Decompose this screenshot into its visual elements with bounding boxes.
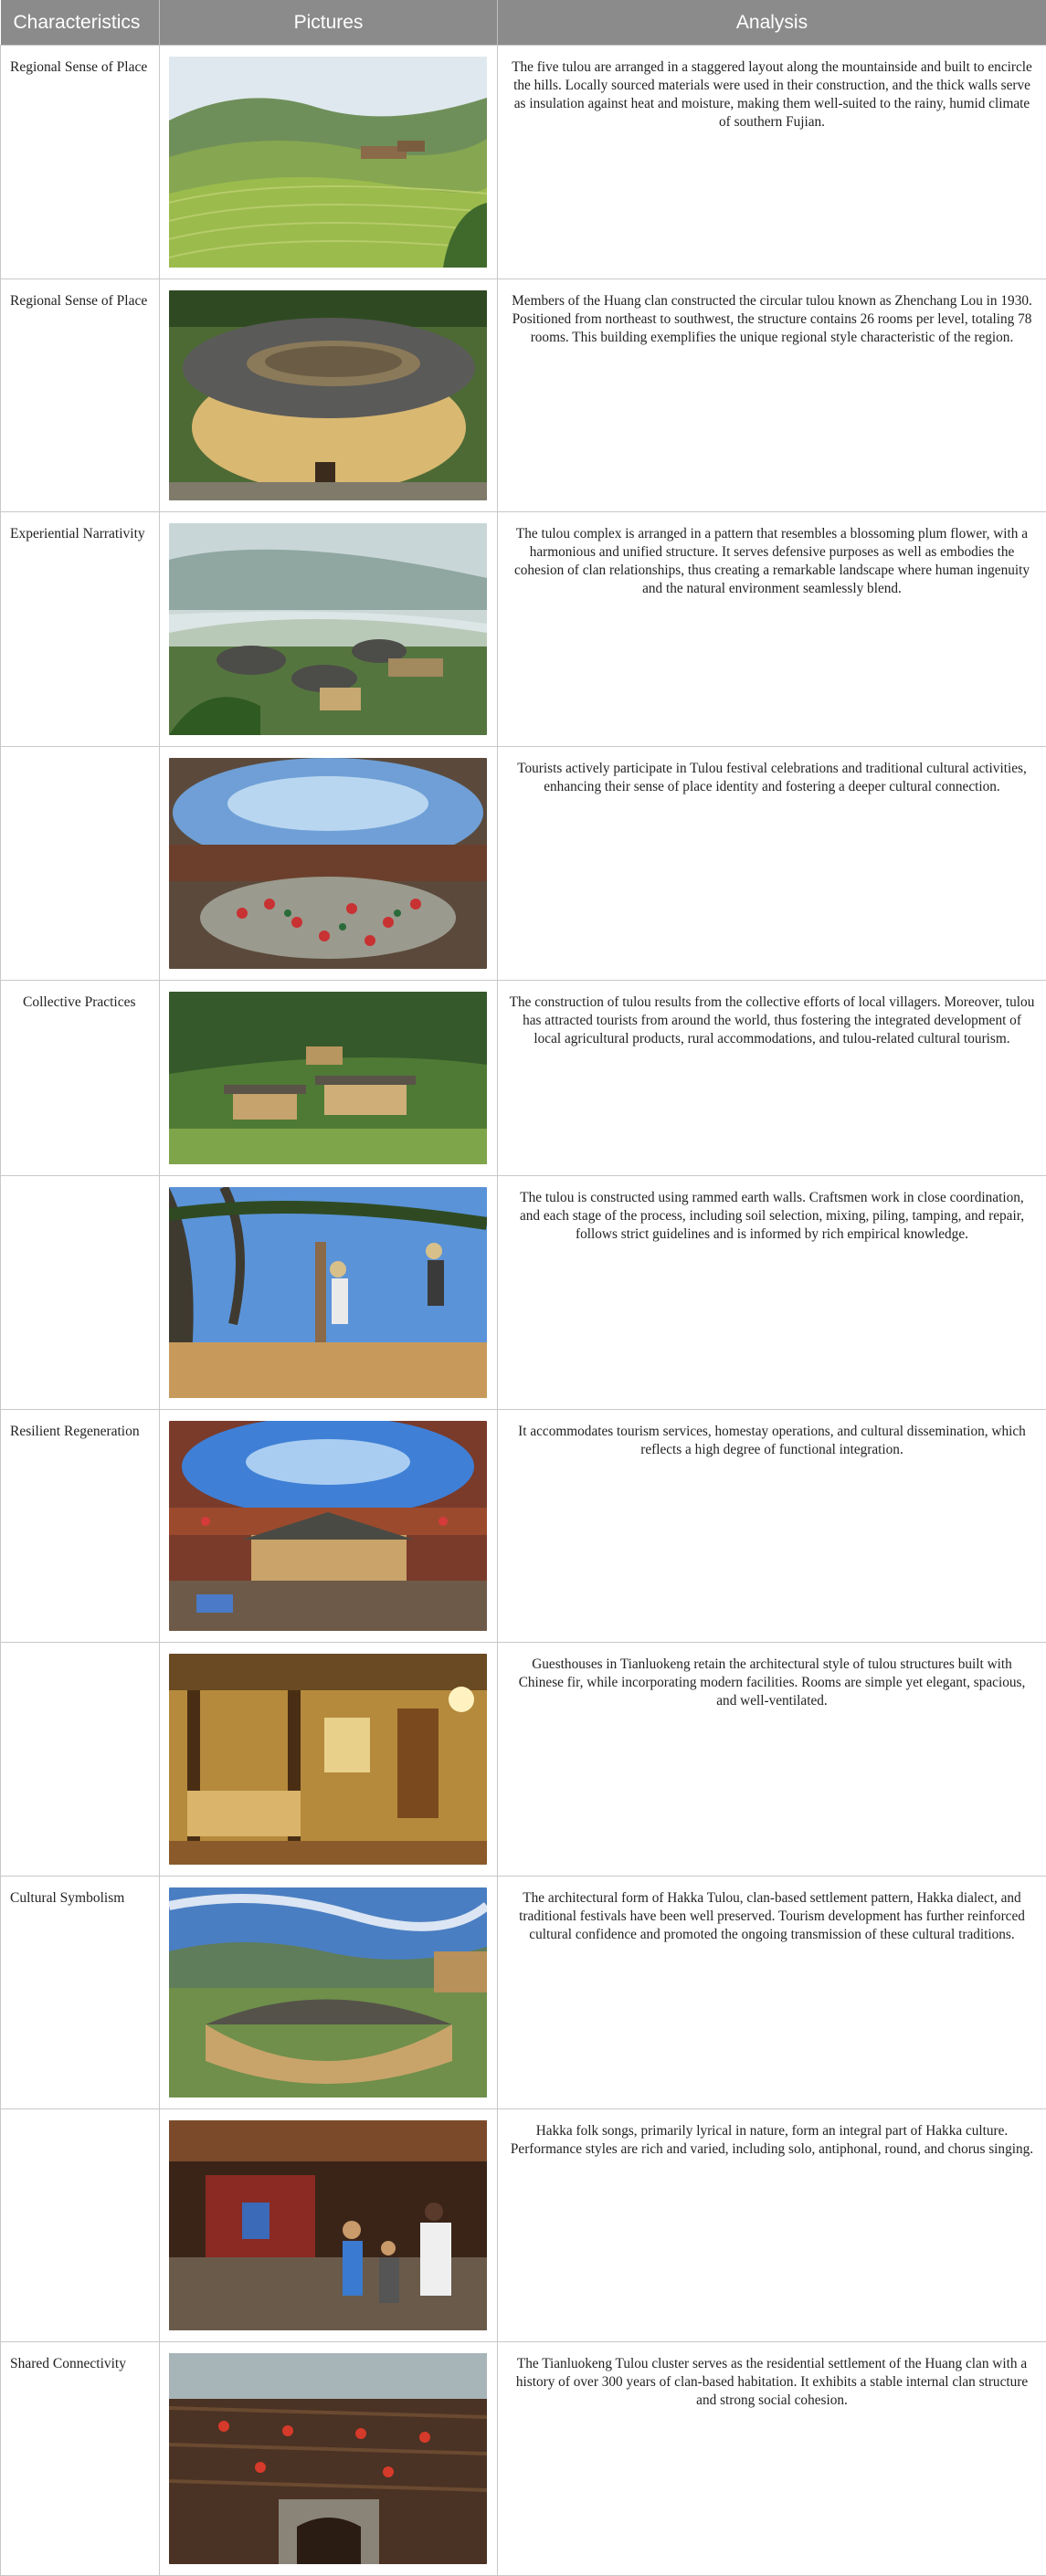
table-row [1,981,1046,1176]
characteristic-cell: Shared Connectivity [1,2342,160,2576]
analysis-cell: Guesthouses in Tianluokeng retain the architectural style of tulou structures built with Chinese fir, while incorporating modern facilities. Rooms are simple yet elegant, spacious, and well-ventilated. [498,1643,1046,1877]
characteristic-cell [1,1643,160,1877]
table-row [1,1643,1046,1877]
table-row [1,279,1046,512]
characteristic-cell: Resilient Regeneration [1,1410,160,1643]
hakka-tulou-exterior-photo [169,1887,487,2098]
table-row [1,2342,1046,2576]
table-header-row [1,0,1046,46]
hakka-folk-song-performance-photo [169,2120,487,2330]
misty-plum-blossom-tulou-cluster-photo [169,523,487,735]
analysis-cell: The Tianluokeng Tulou cluster serves as the residential settlement of the Huang clan with a history of over 300 years of clan-based habitation. It exhibits a stable internal clan structure and strong social cohesion. [498,2342,1046,2576]
tulou-interior-corridors-photo [169,2353,487,2564]
characteristic-cell: Regional Sense of Place [1,279,160,512]
characteristic-cell: Experiential Narrativity [1,512,160,747]
characteristic-cell [1,1176,160,1410]
analysis-cell: It accommodates tourism services, homestay operations, and cultural dissemination, which reflects a high degree of functional integration. [498,1410,1046,1643]
terraced-hills-tulou-photo [169,57,487,268]
tulou-guesthouse-room-photo [169,1654,487,1865]
rammed-earth-construction-photo [169,1187,487,1398]
table-row [1,747,1046,981]
analysis-cell: The tulou complex is arranged in a pattern that resembles a blossoming plum flower, with a harmonious and unified structure. It serves defensive purposes as well as embodies the cohesion of clan relationships, thus creating a remarkable landscape where human ingenuity and the natural environment seamlessly blend. [498,512,1046,747]
table-row [1,46,1046,279]
characteristic-cell: Regional Sense of Place [1,46,160,279]
analysis-cell: Tourists actively participate in Tulou festival celebrations and traditional cultural activities, enhancing their sense of place identity and fostering a deeper cultural connection. [498,747,1046,981]
header-analysis: Analysis [498,0,1046,46]
characteristic-cell: Cultural Symbolism [1,1877,160,2109]
characteristic-cell [1,747,160,981]
analysis-cell: Members of the Huang clan constructed the circular tulou known as Zhenchang Lou in 1930. Positioned from northeast to southwest, the structure contains 26 rooms per level, totaling 78 rooms. This building exemplifies the unique regional style characteristic of the region. [498,279,1046,512]
characteristic-cell [1,2109,160,2342]
table-row [1,1877,1046,2109]
analysis-cell: The tulou is constructed using rammed earth walls. Craftsmen work in close coordination, and each stage of the process, including soil selection, mixing, piling, tamping, and repair, follows strict guidelines and is informed by rich empirical knowledge. [498,1176,1046,1410]
characteristic-cell: Collective Practices [1,981,160,1176]
table-row [1,2109,1046,2342]
analysis-cell: The construction of tulou results from the collective efforts of local villagers. Moreover, tulou has attracted tourists from around the world, thus fostering the integrated development of local agricultural products, rural accommodations, and tulou-related cultural tourism. [498,981,1046,1176]
analysis-cell: The architectural form of Hakka Tulou, clan-based settlement pattern, Hakka dialect, and traditional festivals have been well preserved. Tourism development has further reinforced cultural confidence and promoted the ongoing transmission of these cultural traditions. [498,1877,1046,2109]
header-characteristics: Characteristics [1,0,160,46]
table-row [1,1410,1046,1643]
analysis-cell: Hakka folk songs, primarily lyrical in nature, form an integral part of Hakka culture. Performance styles are rich and varied, including solo, antiphonal, round, and chorus singing. [498,2109,1046,2342]
table-row [1,512,1046,747]
tulou-festival-courtyard-photo [169,758,487,969]
table-row [1,1176,1046,1410]
tulou-courtyard-tourism-photo [169,1421,487,1631]
header-pictures: Pictures [160,0,498,46]
tulou-village-fields-photo [169,992,487,1164]
zhenchang-lou-round-tulou-photo [169,290,487,500]
analysis-cell: The five tulou are arranged in a staggered layout along the mountainside and built to encircle the hills. Locally sourced materials were used in their construction, and the thick walls serve as insulation against heat and moisture, making them well-suited to the rainy, humid climate of southern Fujian. [498,46,1046,279]
